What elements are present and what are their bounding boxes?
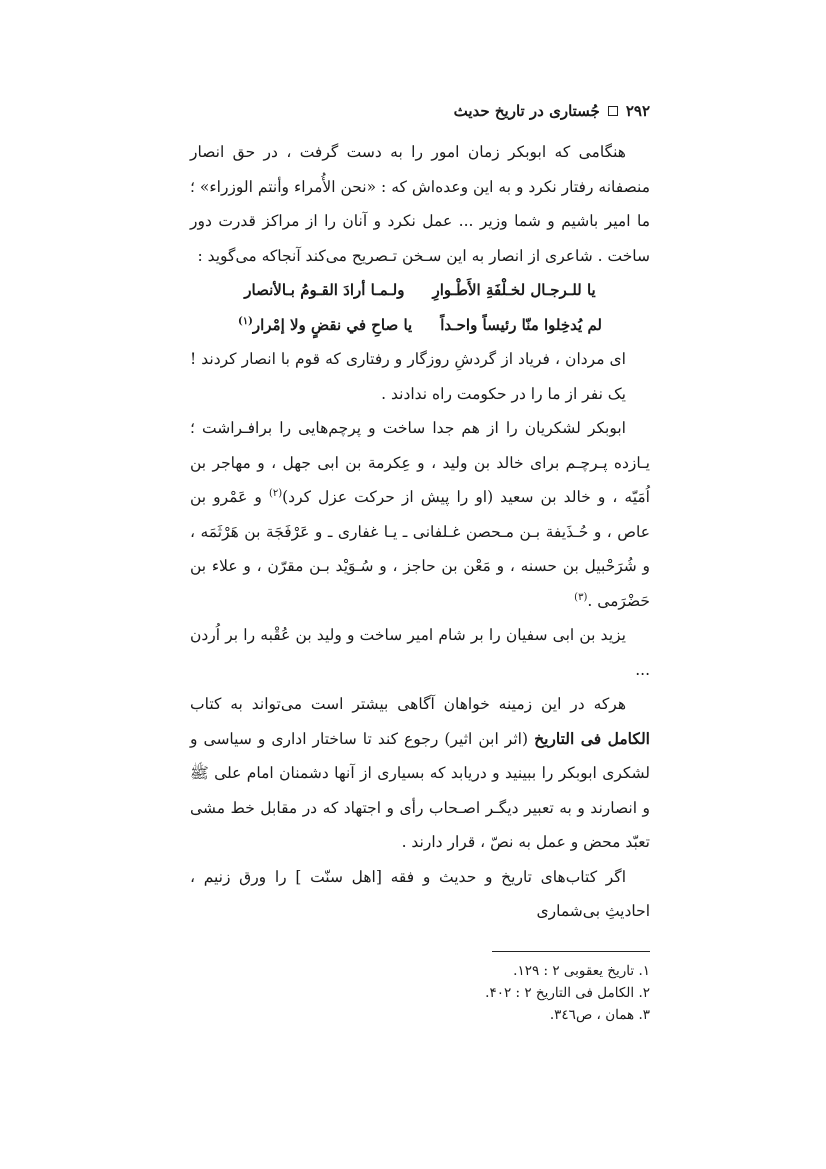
footnote-1: ۱. تاریخ یعقوبی ۲ : ۱۲۹. <box>513 962 650 979</box>
footnote-ref-3: (۳) <box>574 591 588 603</box>
book-title: الکامل فی التاریخ <box>534 728 650 748</box>
paragraph-3-start: ابوبکر لشکریان را از هم جدا ساخت و پرچم‌هایی را برافـراشت ؛ یـازده پـرچـم برای خالد بن ولید ، و عِکرمة بن ابی جهل ، و مهاجر بن اُمَیّه ، و خالد بن سعید (او را پیش از حرکت عزل کرد) <box>190 419 650 506</box>
verse-2-hemistich-a: لم يُدخِلوا منّا رئيساً واحـداً <box>440 315 602 334</box>
paragraph-1: هنگامی که ابوبکر زمان امور را به دست گرفت ، در حق انصار منصفانه رفتار نکرد و به این وعده‌اش که : «نحن الأُمراء وأنتم الوزراء» ؛ ما امیر باشیم و شما وزیر ... عمل نکرد و آنان را از مراکز قدرت دور ساخت . شاعری از انصار به این سـخن تـصریح می‌کند آنجاکه می‌گوید : <box>190 143 650 265</box>
square-ornament-icon <box>608 106 618 116</box>
book-page <box>190 95 650 1026</box>
running-title: جُستاری در تاریخ حدیث <box>453 102 600 120</box>
paragraph-3 <box>190 411 650 618</box>
footnote-divider <box>492 951 650 952</box>
paragraph-4: یزید بن ابی سفیان را بر شام امیر ساخت و ولید بن عُقْبه را بر اُردن ... <box>190 626 650 679</box>
page-number: ۲۹۲ <box>625 102 650 120</box>
footnote-2: ۲. الکامل فی التاریخ ۲ : ۴۰۲. <box>485 984 650 1001</box>
paragraph-5 <box>190 687 650 860</box>
verse-2-hemistich-b <box>238 308 412 343</box>
verse-line-1 <box>190 273 650 308</box>
paragraph-2: ای مردان ، فریاد از گردشِ روزگار و رفتاری که قوم با انصار کردند ! یک نفر از ما را در حکومت راه ندادند . <box>190 350 626 403</box>
verse-2-text: يا صاحِ في نقضٍ ولا إمْرار <box>252 315 413 334</box>
paragraph-6: اگر کتاب‌های تاریخ و حدیث و فقه [اهل سنّت ] را ورق زنیم ، احادیثِ بی‌شماری <box>190 867 650 920</box>
footnotes <box>190 960 650 1026</box>
footnote-3: ۳. همان ، ص۳٤٦. <box>549 1006 650 1023</box>
verse-line-2 <box>190 308 650 343</box>
footnote-ref-1: (۱) <box>238 315 253 327</box>
verse-1-hemistich-a: یا للـرجـال لخـلْفَةِ الأَطْـوارِ <box>432 281 596 299</box>
paragraph-5-end: (اثر ابن اثیر) رجوع کند تا ساختار اداری و سیاسی و لشکری ابوبکر را ببینید و دریابد که بسیاری از آنها دشمنان امام علی ﷺ و انصارند و به تعبیر دیگـر اصـحاب رأی و اجتهاد که در مقابل خط مشی تعبّد محض و عمل به نصّ ، قرار دارند . <box>190 729 650 851</box>
verse-1-hemistich-b: ولـمـا أرادَ القـومُ بـالأنصار <box>244 281 405 299</box>
footnote-ref-2: (۲) <box>268 487 283 499</box>
paragraph-3-end: و عَمْرو بن عاص ، و حُـذَیفة بـن مـحصن غـلفانی ـ یـا غفاری ـ و عَرْفَجَة بن هَرْثَمَه ، و شُرَحْبیل بن حسنه ، و مَعْن بن حاجز ، و سُـوَیْد بـن مقرّن ، و علاء بن حَضْرَمی . <box>190 488 650 610</box>
body-text <box>190 135 650 929</box>
paragraph-5-start: هرکه در این زمینه خواهان آگاهی بیشتر است می‌تواند به کتاب <box>190 695 626 713</box>
running-header <box>190 95 650 127</box>
